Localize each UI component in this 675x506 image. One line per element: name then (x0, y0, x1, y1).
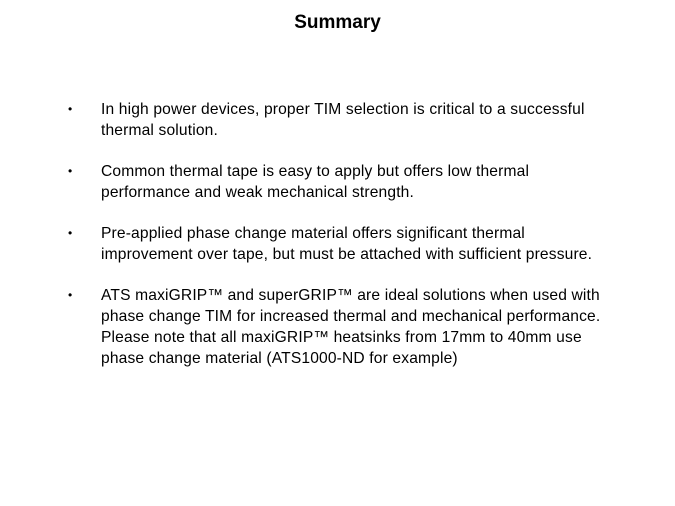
bullet-item (68, 99, 608, 141)
bullet-item (68, 285, 608, 369)
slide-title: Summary (294, 12, 381, 33)
bullet-icon: • (68, 102, 73, 116)
bullet-text: Pre-applied phase change material offers significant thermal improvement over tape, but must be attached with sufficient pressure. (101, 225, 593, 263)
bullet-icon: • (68, 288, 73, 302)
bullet-icon: • (68, 226, 73, 240)
bullet-item (68, 223, 608, 265)
bullet-text: In high power devices, proper TIM selection is critical to a successful thermal solution. (101, 101, 585, 139)
bullet-list (68, 99, 608, 369)
bullet-text: Common thermal tape is easy to apply but offers low thermal performance and weak mechanical strength. (101, 163, 530, 201)
bullet-text: ATS maxiGRIP™ and superGRIP™ are ideal solutions when used with phase change TIM for increased thermal and mechanical performance. Please note that all maxiGRIP™ heatsinks from 17mm to 40mm use phase change material (ATS1000-ND for example) (101, 287, 601, 367)
bullet-item (68, 161, 608, 203)
bullet-icon: • (68, 164, 73, 178)
